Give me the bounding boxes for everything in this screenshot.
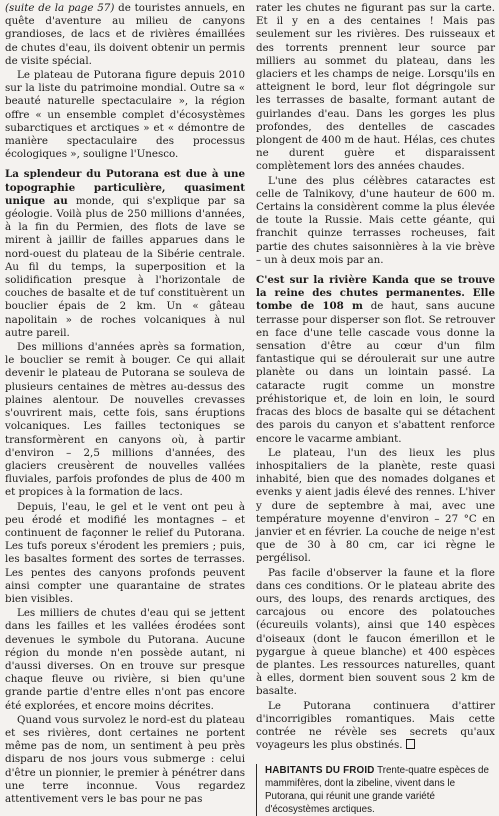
paragraph bbox=[5, 2, 245, 68]
paragraph-text: monde, qui s'explique par sa géologie. Voilà plus de 250 millions d'années, à la fin du Permien, des flots de lave se mirent à jaillir de failles apparues dans le nord-ouest du plateau de la Sibérie centrale. Au fil du temps, la superposition et la solidification presque à l'horizontale de couches de basalte et de tuf constituèrent un bouclier épais de 2 km. Un « gâteau napolitain » de roches volcaniques à nul autre pareil. bbox=[5, 194, 245, 339]
paragraph-lead: C'est sur la rivière Kanda que se trouve la reine des chutes permanentes. Elle tombe de 108 m bbox=[256, 274, 495, 313]
sidebar-heading: HABITANTS DU FROID bbox=[265, 765, 375, 777]
paragraph: L'une des plus célèbres cataractes est celle de Talnikovy, d'une hauteur de 600 m. Certains la considèrent comme la plus élevée de toute la Russie. Mais cette géante, qui franchit quinze terrasses rocheuses, fait partie des chutes saisonnières à la vie brève – un à deux mois par an. bbox=[256, 174, 495, 266]
paragraph: Les milliers de chutes d'eau qui se jettent dans les failles et les vallées érodées sont devenues le symbole du Putorana. Aucune région du monde n'en possède autant, ni d'aussi diverses. On en trouve sur presque chaque fleuve ou rivière, si bien qu'une grande partie d'entre elles n'ont pas encore été explorées, et encore moins décrites. bbox=[5, 607, 245, 712]
sidebar-box bbox=[256, 764, 495, 816]
article-column-left bbox=[5, 2, 245, 807]
paragraph bbox=[5, 168, 245, 340]
paragraph bbox=[256, 700, 495, 753]
paragraph: Pas facile d'observer la faune et la flore dans ces conditions. Or le plateau abrite des ours, des loups, des renards arctiques, des carcajous ou encore des polatouches (écureuils volants), ainsi que 140 espèces d'oiseaux (dont le faucon émerillon et le pygargue à queue blanche) et 400 espèces de plantes. Les ressources naturelles, quant à elles, dorment bien souvent sous 2 km de basalte. bbox=[256, 566, 495, 698]
article-column-right bbox=[256, 2, 495, 816]
paragraph-text: de touristes annuels, en quête d'aventure au milieu de canyons grandioses, de lacs et de rivières émaillées de chutes d'eau, ils doivent obtenir un permis de visite spécial. bbox=[5, 2, 245, 67]
paragraph-text: de haut, sans aucune terrasse pour disperser son flot. Se retrouver en face d'une telle cascade vous donne la sensation d'être au cœur d'un film fantastique qui se déroulerait sur une autre planète ou dans un lointain passé. La cataracte rugit comme un monstre préhistorique et, de loin en loin, le sourd fracas des blocs de basalte qui se détachent des parois du canyon et s'abattent renforce encore le vacarme ambiant. bbox=[256, 300, 495, 445]
paragraph: Le plateau de Putorana figure depuis 2010 sur la liste du patrimoine mondial. Outre sa « beauté naturelle spectaculaire », la région offre « un ensemble complet d'écosystèmes subarctiques et arctiques » et « démontre de manière spectaculaire des processus écologiques », souligne l'Unesco. bbox=[5, 69, 245, 161]
sidebar-text: Trente-quatre espèces de mammifères, dont la zibeline, vivent dans le Putorana, qui réunit une grande variété d'écosystèmes arctiques. bbox=[265, 765, 489, 816]
paragraph bbox=[256, 274, 495, 446]
paragraph: Quand vous survolez le nord-est du plateau et ses rivières, dont certaines ne portent même pas de nom, un sentiment à peu près disparu de nos jours vous submerge : celui d'être un pionnier, le premier à pénétrer dans une terre inconnue. Vous regardez attentivement vers le bas pour ne pas bbox=[5, 713, 245, 805]
paragraph: Depuis, l'eau, le gel et le vent ont peu à peu érodé et modifié les montagnes – et continuent de façonner le relief du Putorana. Les tufs poreux s'érodent les premiers ; puis, les basaltes forment des sortes de terrasses. Les pentes des canyons profonds peuvent ainsi compter une quarantaine de strates bien visibles. bbox=[5, 500, 245, 605]
paragraph: rater les chutes ne figurant pas sur la carte. Et il y en a des centaines ! Mais pas seulement sur les rivières. Des ruisseaux et des torrents prennent leur source par milliers au sommet du plateau, dans les glaciers et les champs de neige. Lorsqu'ils en atteignent le bord, leur flot dégringole sur les terrasses de basalte, formant autant de guirlandes d'eau. Dans les gorges les plus profondes, des dentelles de cascades plongent de 400 m de haut. Hélas, ces chutes ne durent guère et disparaissent complètement lors des années chaudes. bbox=[256, 2, 495, 173]
paragraph: Des millions d'années après sa formation, le bouclier se remit à bouger. Ce qui allait devenir le plateau de Putorana se souleva de plusieurs centaines de mètres au-dessus des plaines alentour. De nouvelles crevasses s'ouvrirent mais, cette fois, sans éruptions volcaniques. Les failles tectoniques se transformèrent en canyons où, à partir d'environ – 2,5 millions d'années, des glaciers creusèrent de nouvelles vallées fluviales, parfois profondes de plus de 400 m et propices à la formation de lacs. bbox=[5, 341, 245, 499]
paragraph-lead: La splendeur du Putorana est due à une topographie particulière, quasiment unique au bbox=[5, 168, 245, 207]
continuation-note: (suite de la page 57) bbox=[5, 2, 115, 14]
end-square-icon bbox=[406, 739, 415, 749]
paragraph: Le plateau, l'un des lieux les plus inhospitaliers de la planète, reste quasi inhabité, bien que des nomades dolganes et evenks y aient jadis élevé des rennes. L'hiver y dure de septembre à mai, avec une température moyenne d'environ – 27 °C en janvier et en février. La couche de neige n'est que de 30 à 80 cm, car ici règne le pergélisol. bbox=[256, 446, 495, 565]
paragraph-text: Le Putorana continuera d'attirer d'incorrigibles romantiques. Mais cette contrée ne révèle ses secrets qu'aux voyageurs les plus obstinés. bbox=[256, 699, 495, 752]
